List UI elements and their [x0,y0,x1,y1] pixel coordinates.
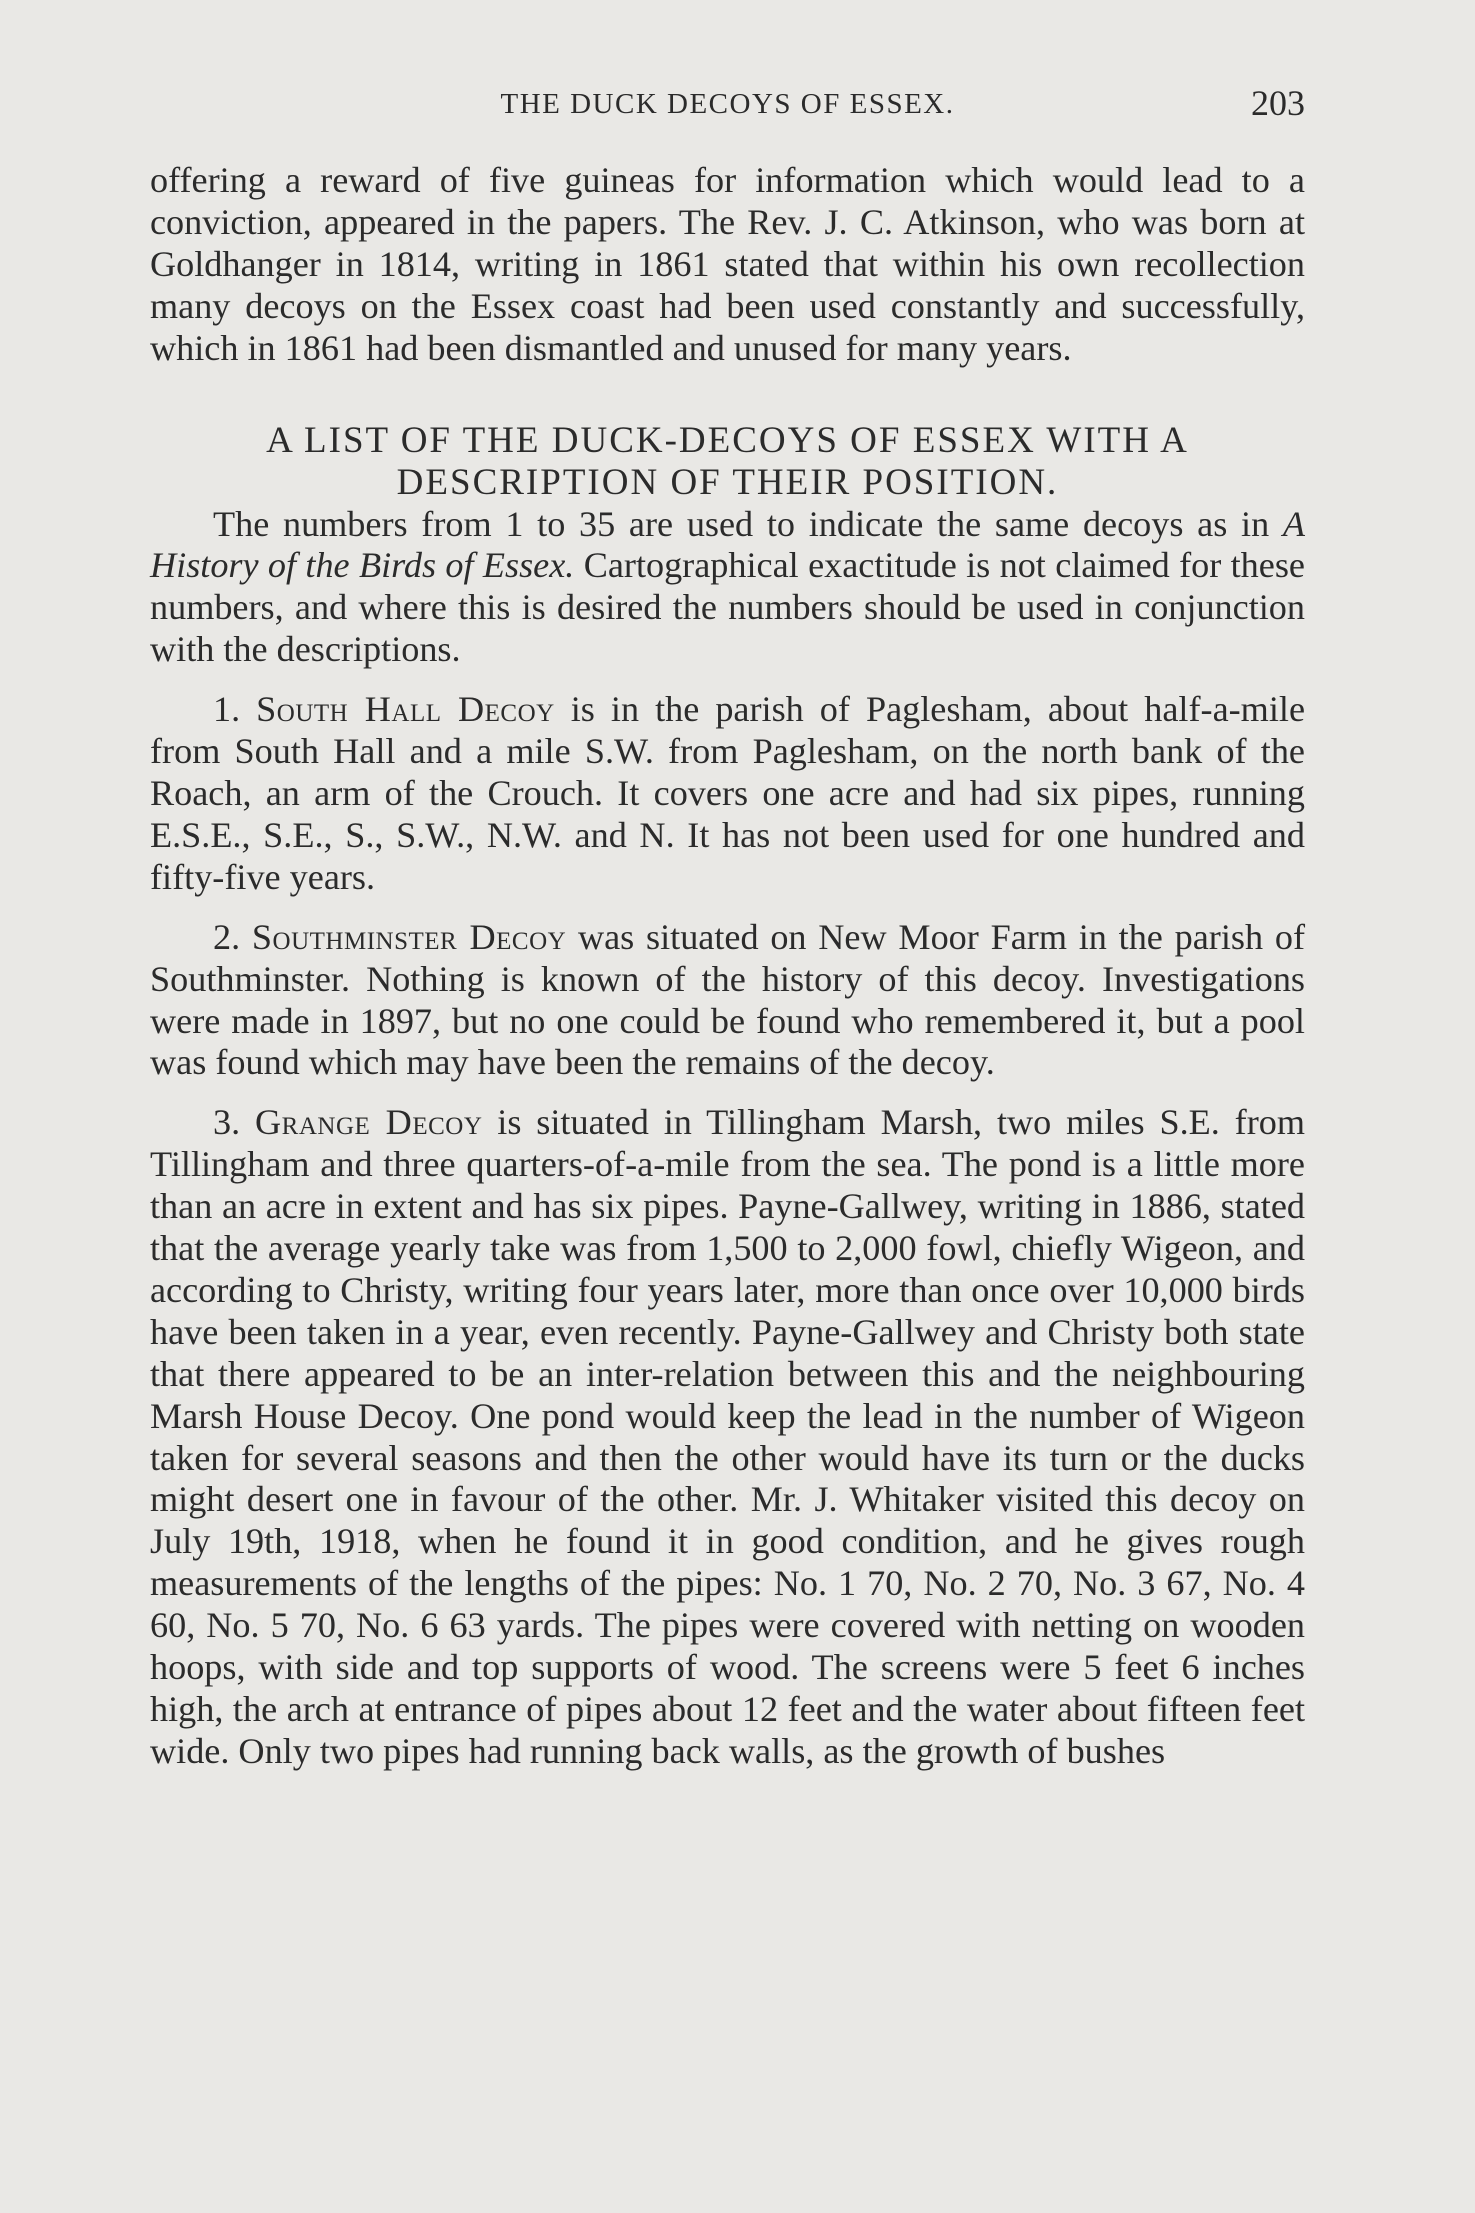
book-title: A History of the Birds of Essex. [150,503,1305,586]
entry-text: was situated on New Moor Farm in the parish of Southminster. Nothing is known of the history of this decoy. Investigations were made in 1897, but no one could be found who remembered it, but a pool was found which may have been the remains of the decoy. [150,916,1305,1083]
entry-number: 2. [213,916,241,957]
section-note [150,504,1305,672]
entry-number: 3. [213,1102,241,1143]
intro-paragraph: offering a reward of five guineas for information which would lead to a conviction, appeared in the papers. The Rev. J. C. Atkinson, who was born at Goldhanger in 1814, writing in 1861 stated that within his own recollection many decoys on the Essex coast had been used constantly and successfully, which in 1861 had been dismantled and unused for many years. [150,160,1305,368]
body-text [150,160,1305,1773]
section-heading-line-2: DESCRIPTION OF THEIR POSITION. [396,461,1059,503]
page-header [150,82,1305,132]
decoy-name: South Hall Decoy [256,689,555,730]
decoy-name: Grange Decoy [255,1102,483,1143]
decoy-entry-1 [150,689,1305,899]
entry-number: 1. [213,689,241,730]
entry-text: is in the parish of Paglesham, about half-a-mile from South Hall and a mile S.W. from Paglesham, on the north bank of the Roach, an arm of the Crouch. It covers one acre and had six pipes, running E.S.E., S.E., S., S.W., N.W. and N. It has not been used for one hundred and fifty-five years. [150,689,1306,897]
page-number: 203 [1251,83,1305,123]
section-note-before: The numbers from 1 to 35 are used to indicate the same decoys as in [213,503,1283,544]
decoy-entry-3 [150,1102,1305,1773]
section-heading [150,420,1305,504]
entry-text: is situated in Tillingham Marsh, two miles S.E. from Tillingham and three quarters-of-a-mile from the sea. The pond is a little more than an acre in extent and has six pipes. Payne-Gallwey, writing in 1886, stated that the average yearly take was from 1,500 to 2,000 fowl, chiefly Wigeon, and according to Christy, writing four years later, more than once over 10,000 birds have been taken in a year, even recently. Payne-Gallwey and Christy both state that there appeared to be an inter-relation between this and the neighbouring Marsh House Decoy. One pond would keep the lead in the number of Wigeon taken for several seasons and then the other would have its turn or the ducks might desert one in favour of the other. Mr. J. Whitaker visited this decoy on July 19th, 1918, when he found it in good condition, and he gives rough measurements of the lengths of the pipes: No. 1 70, No. 2 70, No. 3 67, No. 4 60, No. 5 70, No. 6 63 yards. The pipes were covered with netting on wooden hoops, with side and top supports of wood. The screens were 5 feet 6 inches high, the arch at entrance of pipes about 12 feet and the water about fifteen feet wide. Only two pipes had running back walls, as the growth of bushes [150,1102,1306,1771]
running-title: THE DUCK DECOYS OF ESSEX. [500,88,955,120]
section-heading-line-1: A LIST OF THE DUCK-DECOYS OF ESSEX WITH A [266,419,1189,461]
decoy-name: Southminster Decoy [251,916,567,957]
section-note-after: Cartographical exactitude is not claimed for these numbers, and where this is desired the numbers should be used in conjunction with the descriptions. [150,545,1305,670]
decoy-entry-2 [150,917,1305,1085]
